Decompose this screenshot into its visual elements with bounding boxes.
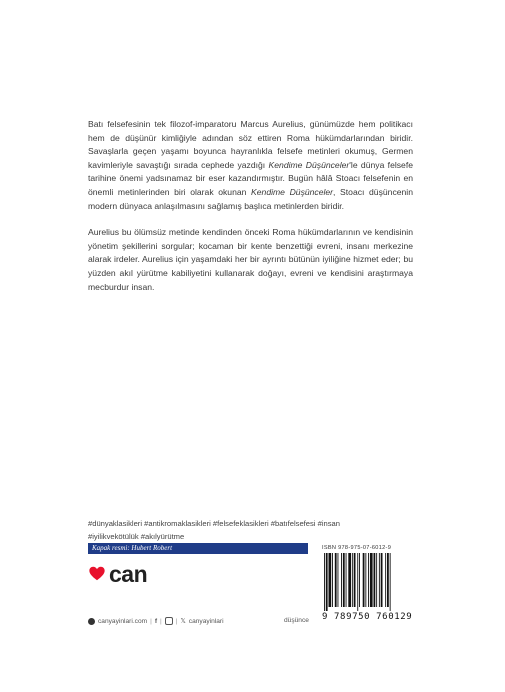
facebook-icon[interactable]: f (154, 617, 158, 625)
hashtags-line-1: #dünyaklasikleri #antikromaklasikleri #felsefeklasikleri #batıfelsefesi #insan (88, 519, 340, 528)
barcode-bar (332, 553, 333, 607)
cover-credit-bar: Kapak resmi: Hubert Robert (88, 543, 308, 554)
barcode-bar (341, 553, 342, 607)
isbn-label: ISBN 978-975-07-6012-9 (322, 545, 392, 551)
barcode-bar (352, 553, 353, 607)
barcode-bar (326, 553, 328, 611)
hashtags (88, 517, 418, 544)
blurb-text (88, 118, 413, 307)
instagram-icon[interactable] (165, 617, 173, 625)
book-title-italic: Kendime Düşünceler (251, 186, 334, 197)
barcode (322, 553, 417, 611)
social-handle[interactable]: canyayinlari (188, 617, 224, 625)
barcode-bar (374, 553, 376, 607)
blurb-paragraph-1 (88, 118, 413, 213)
barcode-bar (359, 553, 360, 607)
barcode-bar (379, 553, 380, 607)
barcode-bar (365, 553, 366, 607)
barcode-bar (387, 553, 389, 607)
barcode-bar (357, 553, 358, 611)
blurb-text-segment: 'le dünya felsefe tarihine önemi yadsınamaz bir eser kazandırmıştır. Bugün hâlâ Stoacı felsefenin en önemli metinlerinden biri olarak okunan (88, 159, 413, 197)
barcode-block (322, 545, 417, 622)
barcode-bar (370, 553, 373, 607)
barcode-bar (385, 553, 386, 607)
barcode-bar (354, 553, 356, 607)
heart-icon (88, 565, 106, 583)
blurb-text-segment: Batı felsefesinin tek filozof-imparatoru Marcus Aurelius, günümüzde hem politikacı hem de düşünür kimliğiyle adından söz ettiren Roma hükümdarlarından biridir. Savaşlarla geçen yaşamı boyunca hayranlıkla felsefe metinleri okumuş, Germen kavimleriyle savaştığı sırada cephede yazdığı (88, 119, 413, 170)
barcode-bar (343, 553, 345, 607)
barcode-bar (376, 553, 377, 607)
barcode-bar (390, 553, 391, 611)
barcode-number: 9 789750 760129 (322, 612, 413, 622)
barcode-bar (335, 553, 337, 607)
globe-icon (88, 618, 95, 625)
publisher-contact-line: canyayinlari.com | f | | 𝕏 canyayinlari (88, 617, 224, 625)
website-link[interactable]: canyayinlari.com (98, 617, 148, 625)
barcode-bar (346, 553, 347, 607)
barcode-bar (338, 553, 339, 607)
barcode-bar (368, 553, 369, 607)
barcode-bar (363, 553, 365, 607)
hashtags-line-2: #iyilikvekötülük #akılyürütme (88, 532, 185, 542)
blurb-text-segment: , Stoacı düşüncenin modern dünyaca anlaşılmasını sağlamış başlıca metinlerden biridir. (88, 186, 413, 211)
book-title-italic: Kendime Düşünceler (268, 159, 350, 170)
blurb-paragraph-2: Aurelius bu ölümsüz metinde kendinden önceki Roma hükümdarlarının ve kendisinin yönetim şekillerini sorgular; kocaman bir kente benzettiği evreni, insanı merkezine alarak irdeler. Aurelius için yaşamdaki her bir ayrıntı bütünün iyiliğine hizmet eder; bu yüzden akıl yürütme kabiliyetini kullanarak doğayı, evreni ve kendisini araştırmaya mecburdur insan. (88, 227, 413, 292)
x-icon[interactable]: 𝕏 (180, 618, 186, 625)
barcode-bar (381, 553, 383, 607)
barcode-bar (324, 553, 325, 611)
barcode-bar (348, 553, 351, 607)
barcode-bar (329, 553, 332, 607)
publisher-logo-text: can (109, 561, 148, 587)
genre-label: düşünce (284, 617, 309, 624)
publisher-logo (88, 562, 147, 586)
